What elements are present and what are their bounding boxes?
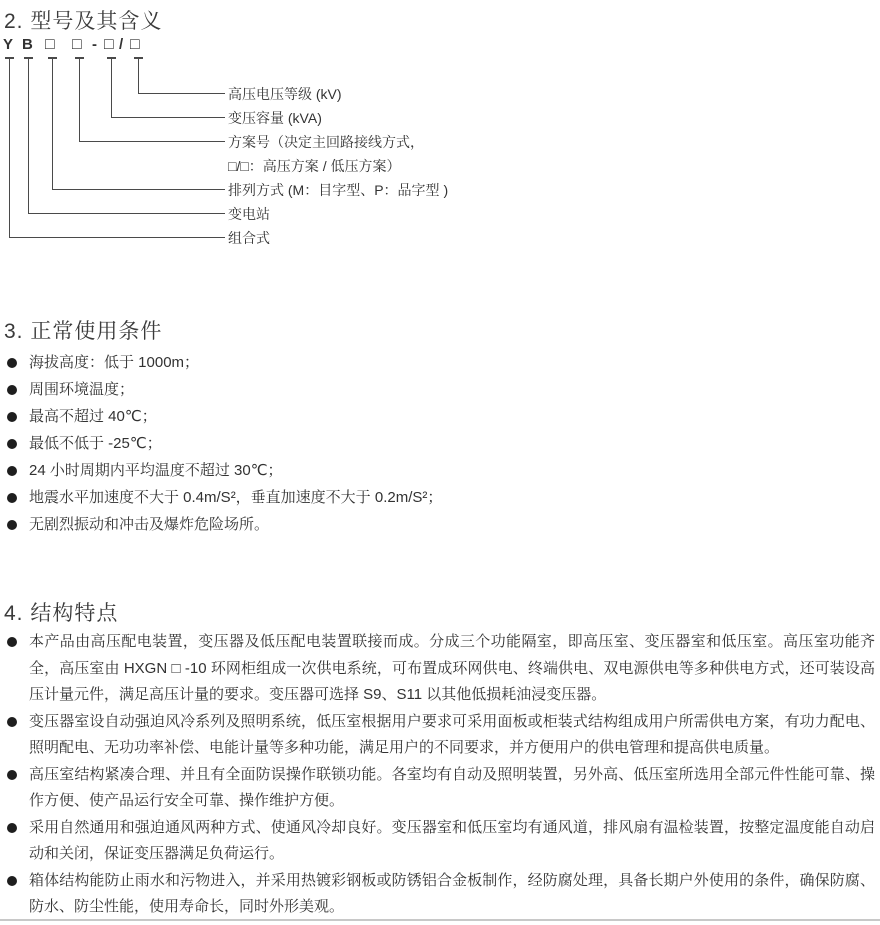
model-code-placeholder: □ bbox=[45, 36, 55, 53]
diagram-label: 变压容量 (kVA) bbox=[228, 110, 322, 126]
feature-item bbox=[6, 868, 875, 921]
condition-text: 无剧烈振动和冲击及爆炸危险场所。 bbox=[29, 516, 270, 533]
diagram-connector bbox=[138, 57, 225, 94]
model-code-slash: / bbox=[119, 36, 124, 53]
model-designation-diagram bbox=[0, 36, 880, 258]
feature-item bbox=[6, 629, 875, 709]
feature-text: 变压器室设自动强迫风冷系列及照明系统，低压室根据用户要求可采用面板或柜装式结构组成用户所需供电方案，有功力配电、照明配电、无功功率补偿、电能计量等多种功能，满足用户的不同要求，并方便用户的供电管理和提高供电质量。 bbox=[29, 712, 875, 756]
bottom-divider bbox=[0, 919, 880, 921]
model-code-letter: B bbox=[22, 36, 33, 53]
model-code-dash: - bbox=[92, 36, 97, 53]
bullet-icon bbox=[7, 466, 17, 476]
feature-item bbox=[6, 709, 875, 762]
condition-item bbox=[6, 430, 874, 457]
condition-item bbox=[6, 484, 874, 511]
bullet-icon bbox=[7, 520, 17, 530]
condition-item bbox=[6, 349, 874, 376]
bullet-icon bbox=[7, 823, 17, 833]
condition-text: 24 小时周期内平均温度不超过 30℃； bbox=[29, 462, 283, 479]
bullet-icon bbox=[7, 385, 17, 395]
diagram-label: 组合式 bbox=[228, 230, 270, 246]
condition-text: 海拔高度：低于 1000m； bbox=[29, 354, 200, 371]
condition-item bbox=[6, 457, 874, 484]
diagram-label: 方案号（决定主回路接线方式， bbox=[228, 134, 424, 150]
diagram-label: 高压电压等级 (kV) bbox=[228, 86, 342, 102]
feature-text: 箱体结构能防止雨水和污物进入，并采用热镀彩钢板或防锈铝合金板制作，经防腐处理，具备长期户外使用的条件，确保防腐、防水、防尘性能，使用寿命长，同时外形美观。 bbox=[29, 871, 875, 915]
condition-text: 最高不超过 40℃； bbox=[29, 408, 157, 425]
diagram-label: 变电站 bbox=[228, 206, 270, 222]
condition-text: 周围环境温度； bbox=[29, 381, 135, 398]
bullet-icon bbox=[7, 493, 17, 503]
bullet-icon bbox=[7, 412, 17, 422]
bullet-icon bbox=[7, 876, 17, 886]
features-list bbox=[6, 629, 875, 921]
conditions-list bbox=[6, 349, 874, 538]
condition-item bbox=[6, 511, 874, 538]
bullet-icon bbox=[7, 358, 17, 368]
bullet-icon bbox=[7, 717, 17, 727]
bullet-icon bbox=[7, 637, 17, 647]
section-3-heading: 3. 正常使用条件 bbox=[4, 320, 163, 343]
model-code-placeholder: □ bbox=[72, 36, 82, 53]
diagram-label: □/□：高压方案 / 低压方案） bbox=[228, 158, 401, 174]
model-code-letter: Y bbox=[3, 36, 14, 53]
feature-item bbox=[6, 815, 875, 868]
condition-text: 地震水平加速度不大于 0.4m/S²，垂直加速度不大于 0.2m/S²； bbox=[29, 489, 443, 506]
condition-item bbox=[6, 403, 874, 430]
feature-item bbox=[6, 762, 875, 815]
section-2-heading: 2. 型号及其含义 bbox=[4, 10, 163, 33]
bullet-icon bbox=[7, 770, 17, 780]
bullet-icon bbox=[7, 439, 17, 449]
model-code-placeholder: □ bbox=[104, 36, 114, 53]
condition-text: 最低不低于 -25℃； bbox=[29, 435, 162, 452]
feature-text: 高压室结构紧凑合理、并且有全面防误操作联锁功能。各室均有自动及照明装置，另外高、低压室所选用全部元件性能可靠、操作方便、使产品运行安全可靠、操作维护方便。 bbox=[29, 765, 875, 809]
model-code-placeholder: □ bbox=[130, 36, 140, 53]
diagram-label: 排列方式 (M：目字型、P：品字型 ) bbox=[228, 182, 449, 198]
feature-text: 采用自然通用和强迫通风两种方式、使通风冷却良好。变压器室和低压室均有通风道，排风扇有温检装置，按整定温度能自动启动和关闭，保证变压器满足负荷运行。 bbox=[29, 818, 875, 862]
condition-item bbox=[6, 376, 874, 403]
feature-text: 本产品由高压配电装置，变压器及低压配电装置联接而成。分成三个功能隔室，即高压室、变压器室和低压室。高压室功能齐全，高压室由 HXGN □ -10 环网柜组成一次供电系统，可布置成环网供电、终端供电、双电源供电等多种供电方式，还可装设高压计量元件，满足高压计量的要求。变压器可选择 S9、S11 以其他低损耗油浸变压器。 bbox=[29, 633, 875, 703]
section-4-heading: 4. 结构特点 bbox=[4, 602, 119, 625]
